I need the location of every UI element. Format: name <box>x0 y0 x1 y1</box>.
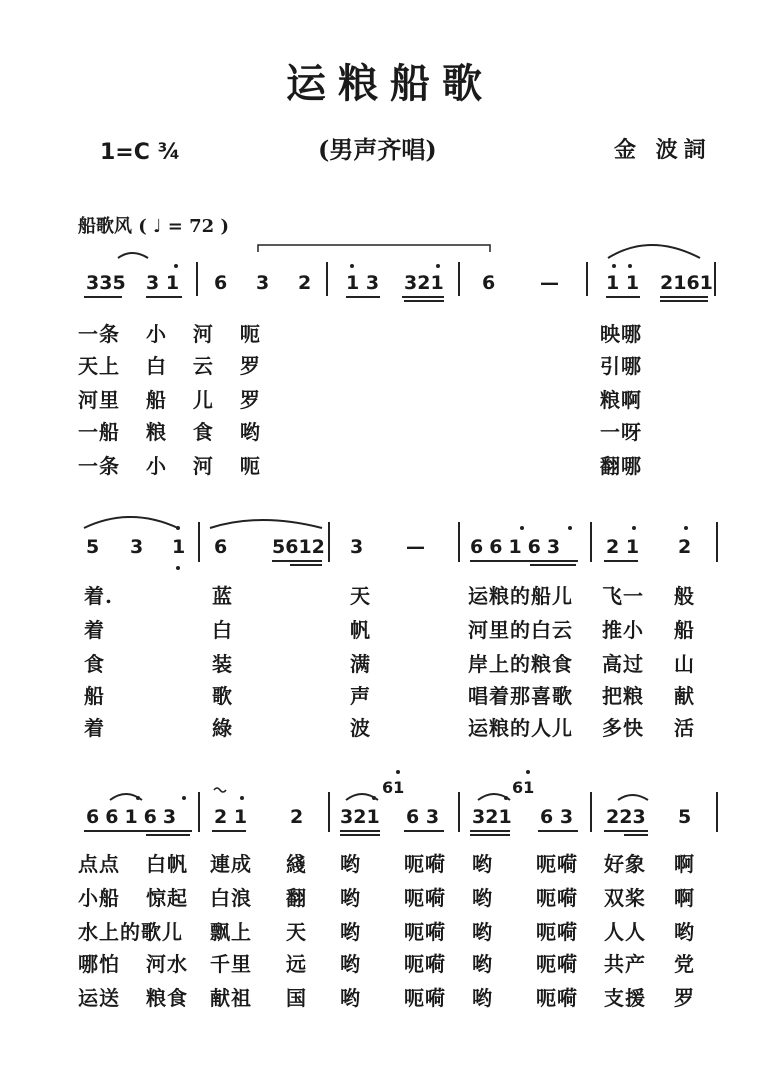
note: 2 <box>678 536 692 558</box>
underline <box>340 830 380 832</box>
lyric: 运粮的船儿 <box>468 584 573 608</box>
underline <box>146 834 190 836</box>
lyric-line: 一船 粮 食 哟 <box>78 420 261 444</box>
bar-line <box>716 792 718 832</box>
lyric: 唱着那喜歌 <box>468 684 573 708</box>
lyric-line: 一条 小 河 呃 <box>78 454 261 478</box>
lyric: 呃嗬 <box>404 886 446 910</box>
note-group: 321 <box>404 272 444 294</box>
lyric: 支援 <box>604 986 646 1010</box>
lyric: 国 <box>286 986 307 1010</box>
octave-dot <box>240 796 244 800</box>
lyric-line: 河里 船 儿 罗 <box>78 388 261 412</box>
lyric: 哟 <box>472 952 493 976</box>
lyric: 般 <box>674 584 695 608</box>
lyric: 声 <box>350 684 371 708</box>
author-credit: 金 波詞 <box>614 137 712 163</box>
lyric: 哟 <box>472 852 493 876</box>
lyric: 呃嗬 <box>404 986 446 1010</box>
note: 2 <box>290 806 304 828</box>
underline <box>470 834 510 836</box>
lyric: 綫 <box>286 852 307 876</box>
lyric: 翻 <box>286 886 307 910</box>
lyric: 运送 <box>78 986 120 1010</box>
lyric: 船 <box>674 618 695 642</box>
lyric: 呃嗬 <box>536 852 578 876</box>
lyric-line: 一条 小 河 呃 <box>78 322 261 346</box>
lyric: 翻哪 <box>600 454 642 478</box>
dash: — <box>540 272 559 294</box>
lyric: 着 <box>84 618 105 642</box>
lyric: 哪怕 <box>78 952 120 976</box>
lyric: 呃嗬 <box>536 986 578 1010</box>
lyric: 人人 <box>604 920 646 944</box>
lyric: 多快 <box>602 716 644 740</box>
note-group: 321 <box>340 806 380 828</box>
lyric: 粮食 <box>146 986 188 1010</box>
note: 3 <box>130 536 144 558</box>
octave-dot <box>504 796 508 800</box>
note: 3 <box>350 536 364 558</box>
lyric: 活 <box>674 716 695 740</box>
lyric: 食 <box>84 652 105 676</box>
note-group: 6 3 <box>406 806 440 828</box>
tempo-marking: 船歌风 ( ♩ = 72 ) <box>78 216 229 237</box>
lyric: 呃嗬 <box>404 852 446 876</box>
lyric: 哟 <box>340 986 361 1010</box>
lyric: 天 <box>350 584 371 608</box>
lyric: 千里 <box>210 952 252 976</box>
note-group: 335 <box>86 272 126 294</box>
bar-line <box>328 792 330 832</box>
lyric: 献 <box>674 684 695 708</box>
octave-dot <box>396 770 400 774</box>
lyric: 波 <box>350 716 371 740</box>
lyric: 綠 <box>212 716 233 740</box>
lyric: 哟 <box>472 986 493 1010</box>
lyric: 推小 <box>602 618 644 642</box>
dash: — <box>406 536 425 558</box>
lyric: 映哪 <box>600 322 642 346</box>
lyric: 着. <box>84 584 113 608</box>
lyric: 飞一 <box>602 584 644 608</box>
lyric: 天 <box>286 920 307 944</box>
note-group: 321 <box>472 806 512 828</box>
lyric: 哟 <box>340 920 361 944</box>
note-group: 2161 <box>660 272 713 294</box>
lyric: 运粮的人儿 <box>468 716 573 740</box>
note-group: 3 1 <box>146 272 180 294</box>
bar-line <box>458 792 460 832</box>
lyric: 小船 <box>78 886 120 910</box>
lyric: 歌 <box>212 684 233 708</box>
octave-dot <box>372 796 376 800</box>
subtitle: (男声齐唱) <box>318 135 437 164</box>
lyric: 好象 <box>604 852 646 876</box>
note-group: 6 3 <box>540 806 574 828</box>
note: 2 <box>298 272 312 294</box>
underline <box>538 830 578 832</box>
grace-notes: 61 <box>512 778 535 797</box>
lyric: 罗 <box>674 986 695 1010</box>
lyric: 粮啊 <box>600 388 642 412</box>
bar-line <box>590 792 592 832</box>
note: 5 <box>678 806 692 828</box>
lyric: 呃嗬 <box>404 920 446 944</box>
lyric: 河水 <box>146 952 188 976</box>
page-title: 运粮船歌 <box>286 60 494 107</box>
lyric: 哟 <box>340 886 361 910</box>
underline <box>340 834 380 836</box>
lyric: 山 <box>674 652 695 676</box>
lyric: 共产 <box>604 952 646 976</box>
lyric: 哟 <box>472 886 493 910</box>
lyric: 蓝 <box>212 584 233 608</box>
lyric: 党 <box>674 952 695 976</box>
lyric: 惊起 <box>146 886 188 910</box>
note: 6 <box>214 272 228 294</box>
lyric: 哟 <box>674 920 695 944</box>
lyric: 把粮 <box>602 684 644 708</box>
lyric: 岸上的粮食 <box>468 652 573 676</box>
lyric: 高过 <box>602 652 644 676</box>
lyric: 一呀 <box>600 420 642 444</box>
underline <box>404 830 444 832</box>
note-group: 5612 <box>272 536 325 558</box>
note: 3 <box>256 272 270 294</box>
lyric: 哟 <box>340 852 361 876</box>
note-group: 223 <box>606 806 646 828</box>
lyric: 白 <box>212 618 233 642</box>
note-group: 2 1 <box>214 806 248 828</box>
grace-notes: 61 <box>382 778 405 797</box>
lyric: 啊 <box>674 852 695 876</box>
lyric: 呃嗬 <box>404 952 446 976</box>
lyric: 帆 <box>350 618 371 642</box>
lyric: 献祖 <box>210 986 252 1010</box>
octave-dot <box>526 770 530 774</box>
lyric: 呃嗬 <box>536 952 578 976</box>
lyric: 水上的歌儿 <box>78 920 183 944</box>
lyric: 船 <box>84 684 105 708</box>
lyric: 呃嗬 <box>536 920 578 944</box>
note-group: 1 3 <box>346 272 380 294</box>
octave-dot <box>136 796 140 800</box>
underline <box>84 830 192 832</box>
lyric: 連成 <box>210 852 252 876</box>
lyric: 引哪 <box>600 354 642 378</box>
lyric: 满 <box>350 652 371 676</box>
underline <box>212 830 246 832</box>
octave-dot <box>182 796 186 800</box>
lyric: 河里的白云 <box>468 618 573 642</box>
note-group: 66163 <box>86 806 183 828</box>
lyric: 白浪 <box>210 886 252 910</box>
note: 1 <box>172 536 186 558</box>
note: 6 <box>482 272 496 294</box>
note-group: 66163 <box>470 536 567 558</box>
lyric: 白帆 <box>146 852 188 876</box>
bar-line <box>198 792 200 832</box>
note: 6 <box>214 536 228 558</box>
note: 5 <box>86 536 100 558</box>
lyric: 飘上 <box>210 920 252 944</box>
lyric: 装 <box>212 652 233 676</box>
key-signature: 1=C ¾ <box>100 140 181 165</box>
lyric: 哟 <box>340 952 361 976</box>
note-group: 2 1 <box>606 536 640 558</box>
underline <box>470 830 510 832</box>
lyric: 呃嗬 <box>536 886 578 910</box>
lyric-line: 天上 白 云 罗 <box>78 354 261 378</box>
lyric: 点点 <box>78 852 120 876</box>
underline <box>624 834 648 836</box>
lyric: 哟 <box>472 920 493 944</box>
lyric: 远 <box>286 952 307 976</box>
lyric: 着 <box>84 716 105 740</box>
lyric: 啊 <box>674 886 695 910</box>
note-group: 1 1 <box>606 272 640 294</box>
underline <box>604 830 648 832</box>
lyric: 双桨 <box>604 886 646 910</box>
